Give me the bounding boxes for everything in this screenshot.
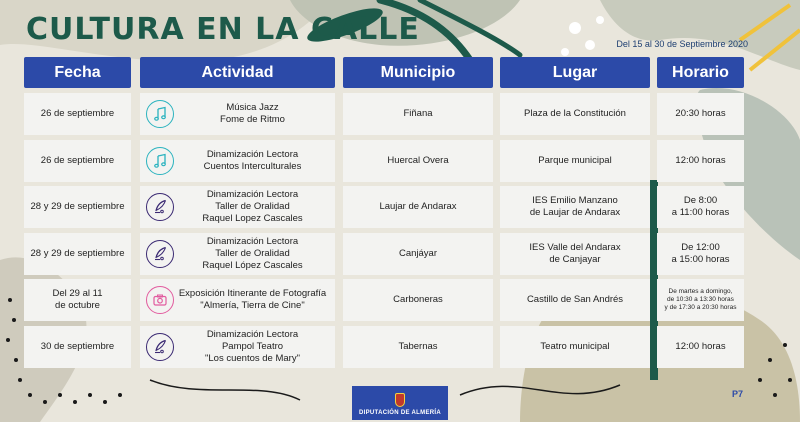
cell-line: 12:00 horas [675, 155, 726, 166]
quill-pen-icon [146, 240, 174, 268]
cell-line: Raquel López Cascales [202, 260, 303, 271]
cell-actividad [140, 140, 335, 182]
cell-actividad [140, 279, 335, 321]
cell-line: 26 de septiembre [40, 155, 115, 166]
cell-line: Cuentos Interculturales [203, 161, 302, 172]
cell-line: Teatro municipal [540, 341, 610, 352]
cell-lugar [500, 186, 650, 228]
header-municipio: Municipio [343, 57, 493, 88]
cell-actividad [140, 233, 335, 275]
cell-horario [657, 93, 744, 135]
cell-actividad [140, 93, 335, 135]
fecha-text [30, 248, 124, 260]
quill-pen-icon [146, 333, 174, 361]
cell-fecha [24, 279, 131, 321]
page-title: CULTURA EN LA CALLE [26, 12, 420, 47]
quill-pen-icon [146, 193, 174, 221]
activity-text [174, 189, 335, 225]
lugar-text [530, 195, 620, 219]
cell-line: Taller de Oralidad [215, 201, 290, 212]
cell-line: Parque municipal [538, 155, 612, 166]
header-lugar: Lugar [500, 57, 650, 88]
header-fecha: Fecha [24, 57, 131, 88]
cell-municipio: Tabernas [343, 326, 493, 368]
cell-municipio: Fiñana [343, 93, 493, 135]
cell-line: de octubre [55, 300, 100, 311]
fecha-text [41, 155, 114, 167]
cell-line: Castillo de San Andrés [526, 294, 624, 305]
activity-text [174, 149, 335, 173]
cell-line: 20:30 horas [675, 108, 726, 119]
horario-text [671, 242, 729, 266]
cell-line: Taller de Oralidad [215, 248, 290, 259]
cell-line: De 12:00 [681, 242, 720, 253]
cell-line: "Almería, Tierra de Cine" [200, 300, 305, 311]
page-number: P7 [732, 389, 744, 399]
cell-horario [657, 140, 744, 182]
horario-text [672, 195, 729, 219]
cell-line: Pampol Teatro [221, 341, 284, 352]
cell-lugar [500, 93, 650, 135]
lugar-text [529, 242, 620, 266]
fecha-text [41, 341, 114, 353]
fecha-text [30, 201, 124, 213]
cell-line: Fome de Ritmo [220, 114, 285, 125]
cell-line: Dinamización Lectora [206, 329, 299, 340]
cell-line: 30 de septiembre [40, 341, 115, 352]
cell-fecha [24, 186, 131, 228]
header-actividad: Actividad [140, 57, 335, 88]
cell-fecha [24, 233, 131, 275]
cell-line: 28 y 29 de septiembre [30, 201, 125, 212]
cell-lugar [500, 326, 650, 368]
lugar-text [538, 155, 611, 167]
cell-line: y de 17:30 a 20:30 horas [664, 304, 737, 311]
cell-municipio: Carboneras [343, 279, 493, 321]
music-note-icon [146, 100, 174, 128]
activity-text [174, 236, 335, 272]
cell-line: de Laujar de Andarax [529, 207, 621, 218]
cell-line: De martes a domingo, [668, 288, 733, 295]
cell-municipio: Canjáyar [343, 233, 493, 275]
date-range: Del 15 al 30 de Septiembre 2020 [616, 39, 748, 49]
cell-line: IES Valle del Andarax [529, 242, 621, 253]
cell-line: de 10:30 a 13:30 horas [667, 296, 734, 303]
camera-icon [146, 286, 174, 314]
cell-line: Raquel Lopez Cascales [202, 213, 303, 224]
cell-municipio: Huercal Overa [343, 140, 493, 182]
cell-line: a 15:00 horas [671, 254, 730, 265]
cell-line: 26 de septiembre [40, 108, 115, 119]
horario-text [675, 341, 725, 353]
horario-text [675, 108, 725, 120]
cell-fecha [24, 93, 131, 135]
cell-line: Plaza de la Constitución [524, 108, 626, 119]
cell-line: Del 29 al 11 [52, 288, 103, 299]
cell-line: "Los cuentos de Mary" [205, 353, 300, 364]
cell-line: 12:00 horas [675, 341, 726, 352]
cell-actividad [140, 326, 335, 368]
fecha-text [53, 288, 103, 312]
cell-actividad [140, 186, 335, 228]
cell-lugar [500, 233, 650, 275]
cell-line: De 8:00 [683, 195, 718, 206]
horario-text [665, 288, 737, 312]
cell-line: Música Jazz [226, 102, 279, 113]
cell-line: Dinamización Lectora [206, 236, 299, 247]
lugar-text [527, 294, 623, 306]
cell-line: Dinamización Lectora [206, 189, 299, 200]
cell-horario [657, 326, 744, 368]
cell-horario [657, 279, 744, 321]
cell-line: 28 y 29 de septiembre [30, 248, 125, 259]
cell-lugar [500, 140, 650, 182]
music-note-icon [146, 147, 174, 175]
logo-text: DIPUTACIÓN DE ALMERÍA [359, 410, 441, 416]
cell-horario [657, 186, 744, 228]
cell-line: Dinamización Lectora [206, 149, 299, 160]
cell-line: de Canjayar [549, 254, 601, 265]
lugar-text [540, 341, 609, 353]
activity-text [174, 288, 335, 312]
cell-horario [657, 233, 744, 275]
coat-of-arms-icon [395, 393, 405, 407]
cell-fecha [24, 140, 131, 182]
activity-text [174, 329, 335, 365]
cell-fecha [24, 326, 131, 368]
lugar-text [524, 108, 626, 120]
header-horario: Horario [657, 57, 744, 88]
cell-line: IES Emilio Manzano [532, 195, 618, 206]
cell-lugar [500, 279, 650, 321]
cell-line: a 11:00 horas [671, 207, 730, 218]
cell-municipio: Laujar de Andarax [343, 186, 493, 228]
activity-text [174, 102, 335, 126]
fecha-text [41, 108, 114, 120]
horario-text [675, 155, 725, 167]
diputacion-logo [352, 386, 448, 420]
cell-line: Exposición Itinerante de Fotografía [178, 288, 327, 299]
